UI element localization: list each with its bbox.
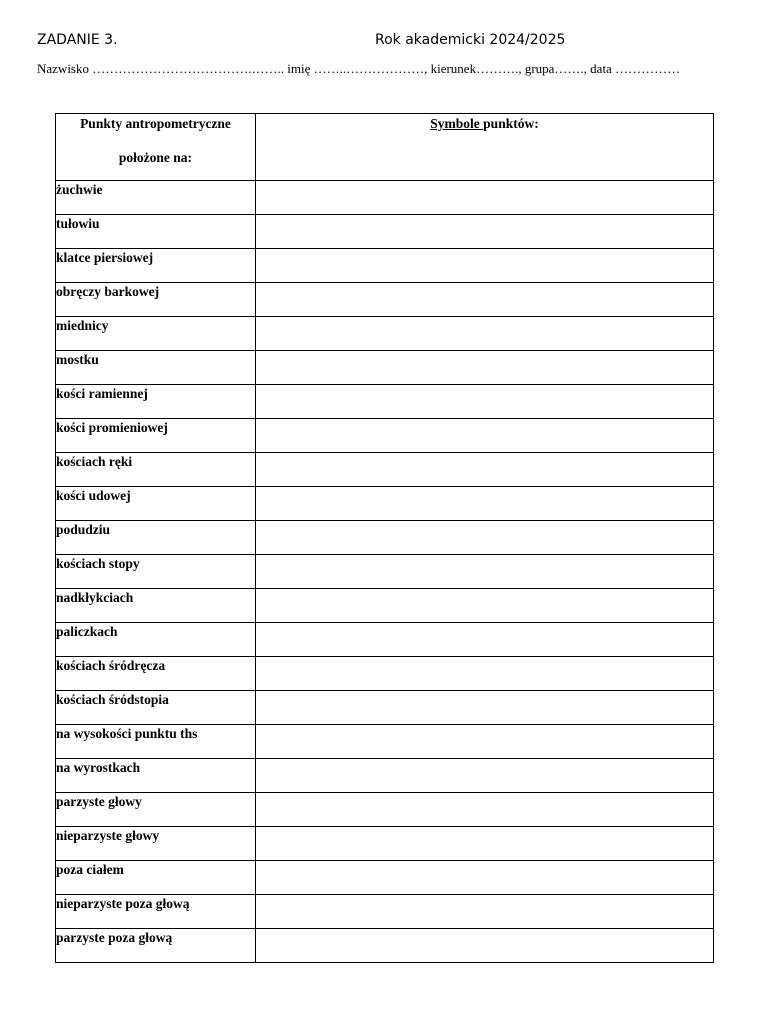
point-location-cell — [56, 249, 256, 283]
point-location-cell — [56, 453, 256, 487]
point-location-label: kościach stopy — [56, 556, 140, 571]
point-location-label: na wyrostkach — [56, 760, 141, 775]
table-row — [56, 283, 714, 317]
point-location-cell — [56, 385, 256, 419]
point-location-cell — [56, 623, 256, 657]
table-row — [56, 623, 714, 657]
point-location-cell — [56, 487, 256, 521]
point-location-cell — [56, 215, 256, 249]
point-location-label: paliczkach — [56, 624, 118, 639]
point-location-cell — [56, 861, 256, 895]
column-header-symbols-underlined: Symbole — [430, 116, 484, 131]
table-row — [56, 487, 714, 521]
point-location-cell — [56, 691, 256, 725]
column-header-points-line1: Punkty antropometryczne — [80, 116, 231, 131]
point-location-label: miednicy — [56, 318, 109, 333]
column-header-symbols — [256, 114, 714, 181]
table-row — [56, 249, 714, 283]
table-row — [56, 521, 714, 555]
point-location-cell — [56, 181, 256, 215]
symbol-answer-cell[interactable] — [256, 657, 714, 691]
point-location-cell — [56, 657, 256, 691]
table-header-row — [56, 114, 714, 181]
table-row — [56, 215, 714, 249]
symbol-answer-cell[interactable] — [256, 589, 714, 623]
symbol-answer-cell[interactable] — [256, 793, 714, 827]
point-location-label: tułowiu — [56, 216, 100, 231]
column-header-symbols-rest: punktów: — [483, 116, 539, 131]
point-location-label: kościach ręki — [56, 454, 133, 469]
point-location-label: klatce piersiowej — [56, 250, 154, 265]
task-title: ZADANIE 3. — [37, 32, 118, 48]
symbol-answer-cell[interactable] — [256, 249, 714, 283]
table-row — [56, 895, 714, 929]
column-header-points — [56, 114, 256, 181]
table-row — [56, 827, 714, 861]
table-row — [56, 861, 714, 895]
point-location-cell — [56, 827, 256, 861]
symbol-answer-cell[interactable] — [256, 351, 714, 385]
table-row — [56, 351, 714, 385]
point-location-cell — [56, 351, 256, 385]
point-location-label: kości ramiennej — [56, 386, 148, 401]
table-row — [56, 555, 714, 589]
student-info-line: Nazwisko ……………………………….…….. imię ……..………………, kierunek………., grupa……., data …………… — [37, 61, 681, 76]
point-location-cell — [56, 793, 256, 827]
table-row — [56, 453, 714, 487]
point-location-label: podudziu — [56, 522, 111, 537]
symbol-answer-cell[interactable] — [256, 521, 714, 555]
point-location-cell — [56, 725, 256, 759]
table-row — [56, 759, 714, 793]
table-row — [56, 929, 714, 963]
point-location-label: mostku — [56, 352, 99, 367]
point-location-cell — [56, 895, 256, 929]
symbol-answer-cell[interactable] — [256, 827, 714, 861]
symbol-answer-cell[interactable] — [256, 929, 714, 963]
point-location-cell — [56, 283, 256, 317]
academic-year: Rok akademicki 2024/2025 — [375, 32, 566, 48]
symbol-answer-cell[interactable] — [256, 759, 714, 793]
symbol-answer-cell[interactable] — [256, 555, 714, 589]
symbol-answer-cell[interactable] — [256, 181, 714, 215]
table-row — [56, 589, 714, 623]
table-row — [56, 385, 714, 419]
symbol-answer-cell[interactable] — [256, 861, 714, 895]
point-location-label: na wysokości punktu ths — [56, 726, 198, 741]
point-location-cell — [56, 521, 256, 555]
symbol-answer-cell[interactable] — [256, 623, 714, 657]
symbol-answer-cell[interactable] — [256, 419, 714, 453]
table-row — [56, 657, 714, 691]
table-row — [56, 691, 714, 725]
anthropometric-points-table — [55, 113, 714, 963]
symbol-answer-cell[interactable] — [256, 215, 714, 249]
point-location-label: parzyste głowy — [56, 794, 142, 809]
symbol-answer-cell[interactable] — [256, 453, 714, 487]
table-row — [56, 419, 714, 453]
point-location-label: kości udowej — [56, 488, 131, 503]
symbol-answer-cell[interactable] — [256, 725, 714, 759]
symbol-answer-cell[interactable] — [256, 385, 714, 419]
table-row — [56, 317, 714, 351]
point-location-cell — [56, 419, 256, 453]
symbol-answer-cell[interactable] — [256, 283, 714, 317]
point-location-label: żuchwie — [56, 182, 103, 197]
point-location-cell — [56, 929, 256, 963]
column-header-symbols-text — [430, 115, 538, 133]
point-location-label: poza ciałem — [56, 862, 124, 877]
point-location-label: parzyste poza głową — [56, 930, 173, 945]
point-location-cell — [56, 589, 256, 623]
symbol-answer-cell[interactable] — [256, 487, 714, 521]
table-row — [56, 181, 714, 215]
point-location-label: obręczy barkowej — [56, 284, 160, 299]
table-row — [56, 793, 714, 827]
point-location-label: kościach śródręcza — [56, 658, 166, 673]
point-location-cell — [56, 759, 256, 793]
column-header-points-line2: położone na: — [118, 150, 193, 165]
symbol-answer-cell[interactable] — [256, 317, 714, 351]
point-location-cell — [56, 317, 256, 351]
point-location-label: kościach śródstopia — [56, 692, 169, 707]
point-location-label: kości promieniowej — [56, 420, 168, 435]
table-row — [56, 725, 714, 759]
symbol-answer-cell[interactable] — [256, 691, 714, 725]
symbol-answer-cell[interactable] — [256, 895, 714, 929]
table-body — [56, 181, 714, 963]
point-location-cell — [56, 555, 256, 589]
point-location-label: nieparzyste głowy — [56, 828, 160, 843]
point-location-label: nieparzyste poza głową — [56, 896, 190, 911]
point-location-label: nadkłykciach — [56, 590, 134, 605]
